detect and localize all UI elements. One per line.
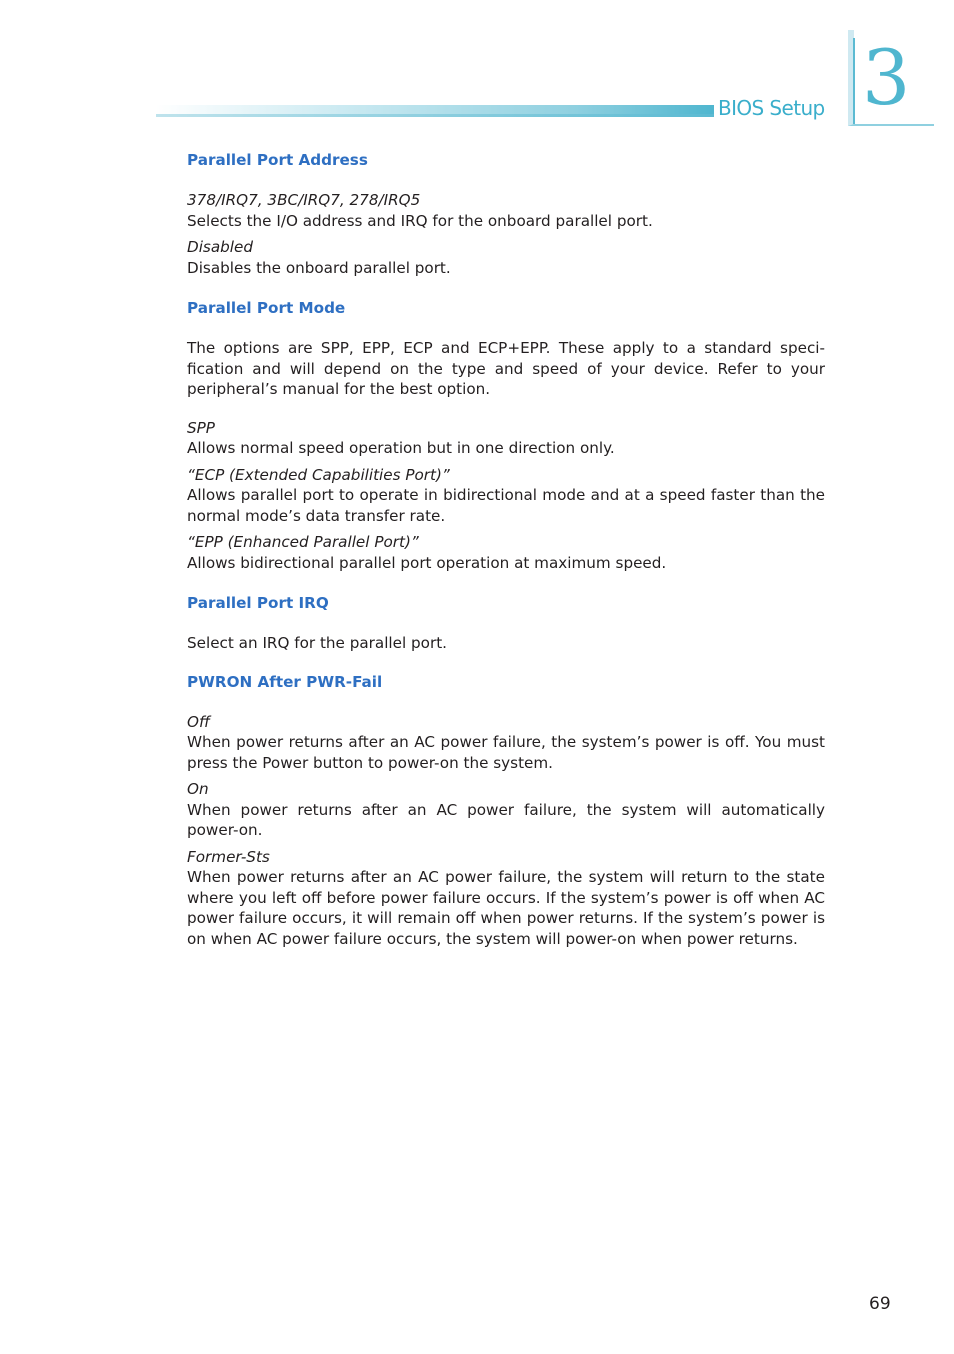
page-content — [187, 150, 825, 949]
section-intro: The options are SPP, EPP, ECP and ECP+EPP. These apply to a standard speci-fication and will depend on the type and speed of your device. Refer to your peripheral’s manual for the best option. — [187, 339, 825, 398]
option-description: Disables the onboard parallel port. — [187, 258, 451, 277]
section-heading-parallel-port-address: Parallel Port Address — [187, 151, 368, 169]
option-description: When power returns after an AC power failure, the system will return to the state where you left off before power failure occurs. If the system’s power is off when AC power failure occurs, it will remain off when power returns. If the system’s power is on when AC power failure occurs, the system will power-on when power returns. — [187, 868, 825, 948]
option-name: Disabled — [187, 238, 253, 256]
option-name: On — [187, 780, 209, 798]
option-name: Off — [187, 712, 210, 731]
option-name: “EPP (Enhanced Parallel Port)” — [187, 533, 419, 551]
option-name: Former-Sts — [187, 847, 270, 866]
option-description: Selects the I/O address and IRQ for the onboard parallel port. — [187, 211, 653, 230]
header-section-title: BIOS Setup — [718, 96, 825, 120]
section-heading-pwron-after-pwr-fail: PWRON After PWR-Fail — [187, 672, 383, 691]
option-description: Allows bidirectional parallel port operation at maximum speed. — [187, 553, 667, 572]
option-description: Allows normal speed operation but in one direction only. — [187, 439, 615, 457]
option-description: Allows parallel port to operate in bidirectional mode and at a speed faster than the normal mode’s data transfer rate. — [187, 486, 825, 525]
section-intro: Select an IRQ for the parallel port. — [187, 634, 448, 652]
option-name: 378/IRQ7, 3BC/IRQ7, 278/IRQ5 — [187, 191, 421, 209]
section-heading-parallel-port-irq: Parallel Port IRQ — [187, 594, 329, 612]
chapter-number: 3 — [862, 33, 911, 122]
option-name: SPP — [187, 418, 215, 437]
header-decorative-bar — [156, 105, 714, 117]
page-number: 69 — [869, 1294, 891, 1314]
option-description: When power returns after an AC power failure, the system’s power is off. You must press the Power button to power-on the system. — [187, 733, 825, 772]
option-name: “ECP (Extended Capabilities Port)” — [187, 465, 450, 484]
option-description: When power returns after an AC power failure, the system will automatically power-on. — [187, 800, 825, 839]
section-heading-parallel-port-mode: Parallel Port Mode — [187, 299, 346, 317]
